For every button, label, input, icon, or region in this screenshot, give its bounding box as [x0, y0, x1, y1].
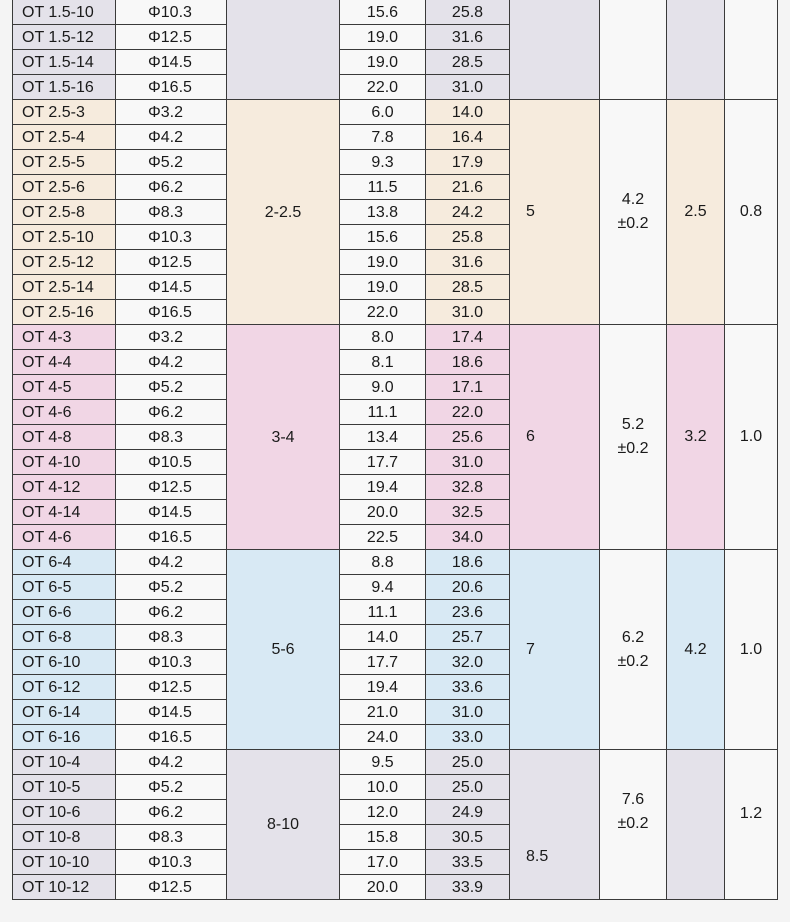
model-cell: OT 2.5-8	[13, 200, 116, 225]
model-cell: OT 10-12	[13, 875, 116, 900]
model-cell: OT 10-6	[13, 800, 116, 825]
model-cell: OT 10-5	[13, 775, 116, 800]
stud-diameter-cell: Φ14.5	[116, 700, 227, 725]
stud-diameter-cell: Φ12.5	[116, 875, 227, 900]
model-cell: OT 2.5-4	[13, 125, 116, 150]
table-row	[13, 750, 778, 775]
dimension-c-cell: 6.0	[340, 100, 426, 125]
dimension-c-cell: 9.4	[340, 575, 426, 600]
model-cell: OT 2.5-10	[13, 225, 116, 250]
model-cell: OT 4-8	[13, 425, 116, 450]
dimension-d-cell: 32.0	[426, 650, 510, 675]
dimension-c-cell: 22.0	[340, 300, 426, 325]
dimension-d-cell: 14.0	[426, 100, 510, 125]
dimension-d-cell: 25.6	[426, 425, 510, 450]
dimension-f-cell: 7.6 ±0.2	[600, 750, 667, 900]
stud-diameter-cell: Φ3.2	[116, 100, 227, 125]
dimension-d-cell: 32.5	[426, 500, 510, 525]
stud-diameter-cell: Φ10.5	[116, 450, 227, 475]
stud-diameter-cell: Φ10.3	[116, 225, 227, 250]
model-cell: OT 4-5	[13, 375, 116, 400]
dimension-c-cell: 15.8	[340, 825, 426, 850]
stud-diameter-cell: Φ8.3	[116, 200, 227, 225]
dimension-c-cell: 7.8	[340, 125, 426, 150]
model-cell: OT 4-3	[13, 325, 116, 350]
dimension-d-cell: 31.0	[426, 300, 510, 325]
dimension-c-cell: 17.0	[340, 850, 426, 875]
model-cell: OT 6-6	[13, 600, 116, 625]
model-cell: OT 2.5-6	[13, 175, 116, 200]
dimension-e-cell	[510, 0, 600, 100]
dimension-c-cell: 20.0	[340, 875, 426, 900]
dimension-d-cell: 33.9	[426, 875, 510, 900]
model-cell: OT 4-6	[13, 400, 116, 425]
dimension-h-cell: 1.0	[725, 325, 778, 550]
dimension-h-cell: 0.8	[725, 100, 778, 325]
dimension-c-cell: 17.7	[340, 650, 426, 675]
model-cell: OT 1.5-16	[13, 75, 116, 100]
wire-range-cell: 2-2.5	[227, 100, 340, 325]
dimension-c-cell: 14.0	[340, 625, 426, 650]
wire-range-cell: 3-4	[227, 325, 340, 550]
dimension-g-cell: 2.5	[667, 100, 725, 325]
stud-diameter-cell: Φ8.3	[116, 625, 227, 650]
dimension-c-cell: 11.1	[340, 600, 426, 625]
model-cell: OT 2.5-16	[13, 300, 116, 325]
stud-diameter-cell: Φ12.5	[116, 25, 227, 50]
dimension-d-cell: 31.0	[426, 75, 510, 100]
stud-diameter-cell: Φ8.3	[116, 825, 227, 850]
dimension-c-cell: 11.1	[340, 400, 426, 425]
stud-diameter-cell: Φ5.2	[116, 150, 227, 175]
stud-diameter-cell: Φ14.5	[116, 50, 227, 75]
stud-diameter-cell: Φ5.2	[116, 375, 227, 400]
terminal-spec-sheet	[12, 0, 778, 900]
dimension-c-cell: 19.0	[340, 25, 426, 50]
model-cell: OT 4-10	[13, 450, 116, 475]
dimension-c-cell: 20.0	[340, 500, 426, 525]
dimension-d-cell: 17.9	[426, 150, 510, 175]
dimension-f-cell: 6.2 ±0.2	[600, 550, 667, 750]
stud-diameter-cell: Φ6.2	[116, 800, 227, 825]
dimension-d-cell: 33.0	[426, 725, 510, 750]
stud-diameter-cell: Φ10.3	[116, 850, 227, 875]
dimension-e-cell: 6	[510, 325, 600, 550]
dimension-d-cell: 24.9	[426, 800, 510, 825]
dimension-g-cell: 4.2	[667, 550, 725, 750]
dimension-f-cell	[600, 0, 667, 100]
dimension-c-cell: 19.0	[340, 275, 426, 300]
dimension-c-cell: 22.5	[340, 525, 426, 550]
model-cell: OT 6-5	[13, 575, 116, 600]
dimension-c-cell: 9.5	[340, 750, 426, 775]
stud-diameter-cell: Φ4.2	[116, 350, 227, 375]
model-cell: OT 10-8	[13, 825, 116, 850]
spec-table	[12, 0, 778, 900]
dimension-d-cell: 22.0	[426, 400, 510, 425]
model-cell: OT 6-14	[13, 700, 116, 725]
stud-diameter-cell: Φ12.5	[116, 250, 227, 275]
dimension-e-cell: 7	[510, 550, 600, 750]
dimension-c-cell: 9.3	[340, 150, 426, 175]
dimension-d-cell: 20.6	[426, 575, 510, 600]
dimension-d-cell: 25.0	[426, 750, 510, 775]
dimension-d-cell: 31.0	[426, 700, 510, 725]
stud-diameter-cell: Φ4.2	[116, 125, 227, 150]
dimension-f-cell: 4.2 ±0.2	[600, 100, 667, 325]
model-cell: OT 2.5-12	[13, 250, 116, 275]
dimension-c-cell: 12.0	[340, 800, 426, 825]
model-cell: OT 6-4	[13, 550, 116, 575]
dimension-h-cell	[725, 0, 778, 100]
stud-diameter-cell: Φ14.5	[116, 275, 227, 300]
dimension-d-cell: 23.6	[426, 600, 510, 625]
model-cell: OT 2.5-3	[13, 100, 116, 125]
model-cell: OT 4-12	[13, 475, 116, 500]
model-cell: OT 4-6	[13, 525, 116, 550]
wire-range-cell: 5-6	[227, 550, 340, 750]
stud-diameter-cell: Φ10.3	[116, 650, 227, 675]
dimension-d-cell: 31.6	[426, 250, 510, 275]
dimension-g-cell	[667, 750, 725, 900]
model-cell: OT 10-4	[13, 750, 116, 775]
stud-diameter-cell: Φ10.3	[116, 0, 227, 25]
dimension-c-cell: 17.7	[340, 450, 426, 475]
dimension-h-cell: 1.2	[725, 750, 778, 900]
dimension-d-cell: 34.0	[426, 525, 510, 550]
dimension-d-cell: 17.1	[426, 375, 510, 400]
stud-diameter-cell: Φ16.5	[116, 300, 227, 325]
model-cell: OT 4-14	[13, 500, 116, 525]
dimension-d-cell: 21.6	[426, 175, 510, 200]
dimension-d-cell: 25.8	[426, 225, 510, 250]
stud-diameter-cell: Φ14.5	[116, 500, 227, 525]
dimension-d-cell: 18.6	[426, 350, 510, 375]
dimension-c-cell: 15.6	[340, 0, 426, 25]
dimension-c-cell: 19.0	[340, 50, 426, 75]
dimension-c-cell: 15.6	[340, 225, 426, 250]
model-cell: OT 6-10	[13, 650, 116, 675]
table-row	[13, 550, 778, 575]
dimension-c-cell: 8.1	[340, 350, 426, 375]
table-row	[13, 325, 778, 350]
stud-diameter-cell: Φ12.5	[116, 475, 227, 500]
stud-diameter-cell: Φ6.2	[116, 600, 227, 625]
model-cell: OT 2.5-5	[13, 150, 116, 175]
dimension-d-cell: 32.8	[426, 475, 510, 500]
dimension-c-cell: 8.8	[340, 550, 426, 575]
dimension-d-cell: 25.8	[426, 0, 510, 25]
dimension-c-cell: 19.4	[340, 475, 426, 500]
model-cell: OT 4-4	[13, 350, 116, 375]
stud-diameter-cell: Φ4.2	[116, 750, 227, 775]
dimension-c-cell: 22.0	[340, 75, 426, 100]
dimension-h-cell: 1.0	[725, 550, 778, 750]
dimension-c-cell: 11.5	[340, 175, 426, 200]
dimension-c-cell: 13.8	[340, 200, 426, 225]
model-cell: OT 6-8	[13, 625, 116, 650]
dimension-c-cell: 10.0	[340, 775, 426, 800]
stud-diameter-cell: Φ16.5	[116, 725, 227, 750]
stud-diameter-cell: Φ6.2	[116, 400, 227, 425]
dimension-d-cell: 33.5	[426, 850, 510, 875]
dimension-c-cell: 8.0	[340, 325, 426, 350]
dimension-d-cell: 30.5	[426, 825, 510, 850]
wire-range-cell: 8-10	[227, 750, 340, 900]
spec-table-body	[13, 0, 778, 900]
stud-diameter-cell: Φ6.2	[116, 175, 227, 200]
model-cell: OT 1.5-14	[13, 50, 116, 75]
stud-diameter-cell: Φ4.2	[116, 550, 227, 575]
dimension-d-cell: 31.6	[426, 25, 510, 50]
stud-diameter-cell: Φ8.3	[116, 425, 227, 450]
model-cell: OT 2.5-14	[13, 275, 116, 300]
dimension-g-cell: 3.2	[667, 325, 725, 550]
dimension-e-cell: 5	[510, 100, 600, 325]
dimension-d-cell: 16.4	[426, 125, 510, 150]
dimension-d-cell: 28.5	[426, 50, 510, 75]
model-cell: OT 1.5-10	[13, 0, 116, 25]
stud-diameter-cell: Φ16.5	[116, 525, 227, 550]
dimension-g-cell	[667, 0, 725, 100]
dimension-e-cell: 8.5	[510, 750, 600, 900]
stud-diameter-cell: Φ5.2	[116, 775, 227, 800]
dimension-c-cell: 9.0	[340, 375, 426, 400]
table-row	[13, 0, 778, 25]
dimension-c-cell: 13.4	[340, 425, 426, 450]
dimension-c-cell: 19.4	[340, 675, 426, 700]
dimension-d-cell: 24.2	[426, 200, 510, 225]
dimension-d-cell: 25.7	[426, 625, 510, 650]
model-cell: OT 6-12	[13, 675, 116, 700]
stud-diameter-cell: Φ3.2	[116, 325, 227, 350]
model-cell: OT 1.5-12	[13, 25, 116, 50]
dimension-c-cell: 19.0	[340, 250, 426, 275]
dimension-d-cell: 25.0	[426, 775, 510, 800]
dimension-f-cell: 5.2 ±0.2	[600, 325, 667, 550]
dimension-d-cell: 18.6	[426, 550, 510, 575]
table-row	[13, 100, 778, 125]
dimension-d-cell: 17.4	[426, 325, 510, 350]
dimension-d-cell: 31.0	[426, 450, 510, 475]
stud-diameter-cell: Φ16.5	[116, 75, 227, 100]
model-cell: OT 6-16	[13, 725, 116, 750]
stud-diameter-cell: Φ12.5	[116, 675, 227, 700]
dimension-d-cell: 33.6	[426, 675, 510, 700]
model-cell: OT 10-10	[13, 850, 116, 875]
wire-range-cell	[227, 0, 340, 100]
dimension-c-cell: 24.0	[340, 725, 426, 750]
stud-diameter-cell: Φ5.2	[116, 575, 227, 600]
dimension-c-cell: 21.0	[340, 700, 426, 725]
dimension-d-cell: 28.5	[426, 275, 510, 300]
